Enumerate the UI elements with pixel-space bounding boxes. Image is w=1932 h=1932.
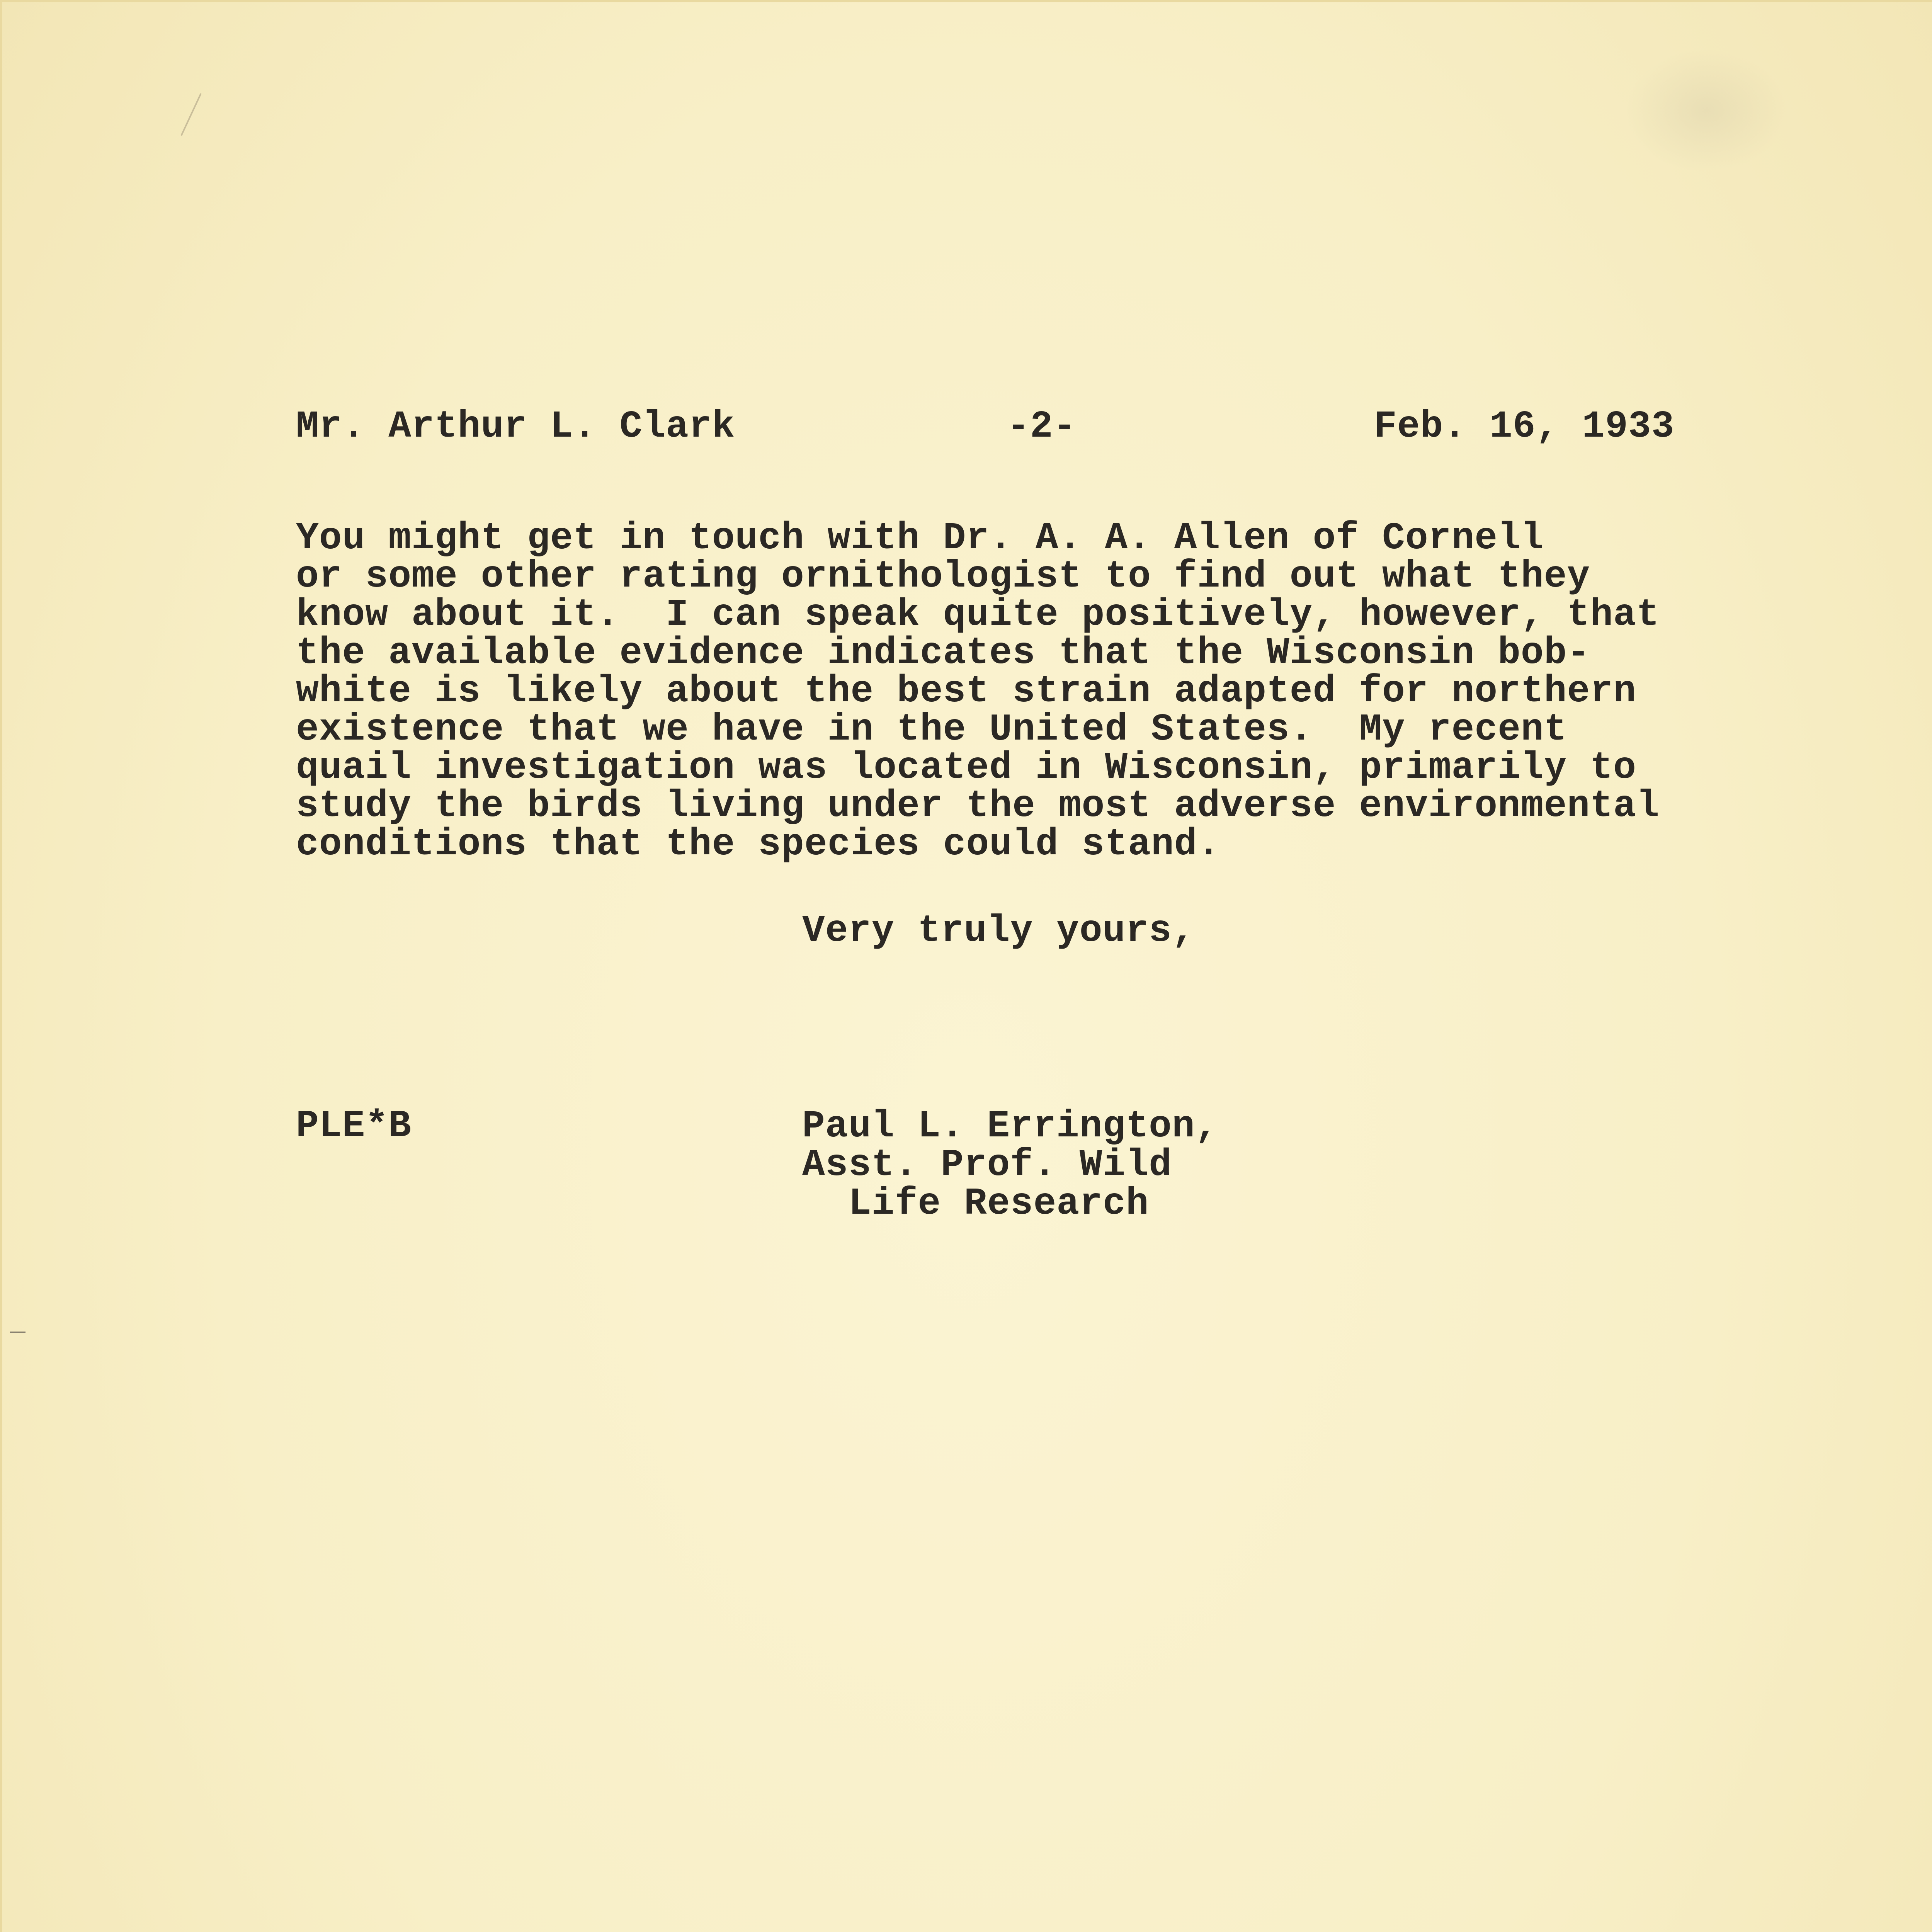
closing: Very truly yours,	[802, 910, 1195, 952]
body-line: existence that we have in the United States. My recent	[296, 708, 1567, 751]
signer-title-line1: Asst. Prof. Wild	[802, 1144, 1172, 1187]
signer-title-line2: Life Research	[849, 1182, 1149, 1225]
body-line: conditions that the species could stand.	[296, 823, 1221, 866]
page-number: -2-	[1007, 405, 1077, 448]
body-line: study the birds living under the most adverse environmental	[296, 785, 1660, 828]
signature-block	[802, 1107, 1218, 1223]
body-line: You might get in touch with Dr. A. A. Allen of Cornell	[296, 517, 1544, 560]
edge-mark	[10, 1332, 26, 1333]
letter-body	[296, 517, 1660, 866]
body-line: or some other rating ornithologist to find out what they	[296, 555, 1590, 598]
recipient-name: Mr. Arthur L. Clark	[296, 405, 735, 448]
body-line: know about it. I can speak quite positively, however, that	[296, 594, 1660, 636]
body-line: quail investigation was located in Wisconsin, primarily to	[296, 747, 1636, 789]
typist-initials: PLE*B	[296, 1105, 412, 1148]
body-line: the available evidence indicates that the Wisconsin bob-	[296, 632, 1590, 675]
paper-stain	[1625, 49, 1787, 172]
pencil-mark	[180, 93, 250, 159]
body-line: white is likely about the best strain adapted for northern	[296, 670, 1636, 713]
signer-name: Paul L. Errington,	[802, 1105, 1218, 1148]
letter-date: Feb. 16, 1933	[1374, 405, 1675, 448]
